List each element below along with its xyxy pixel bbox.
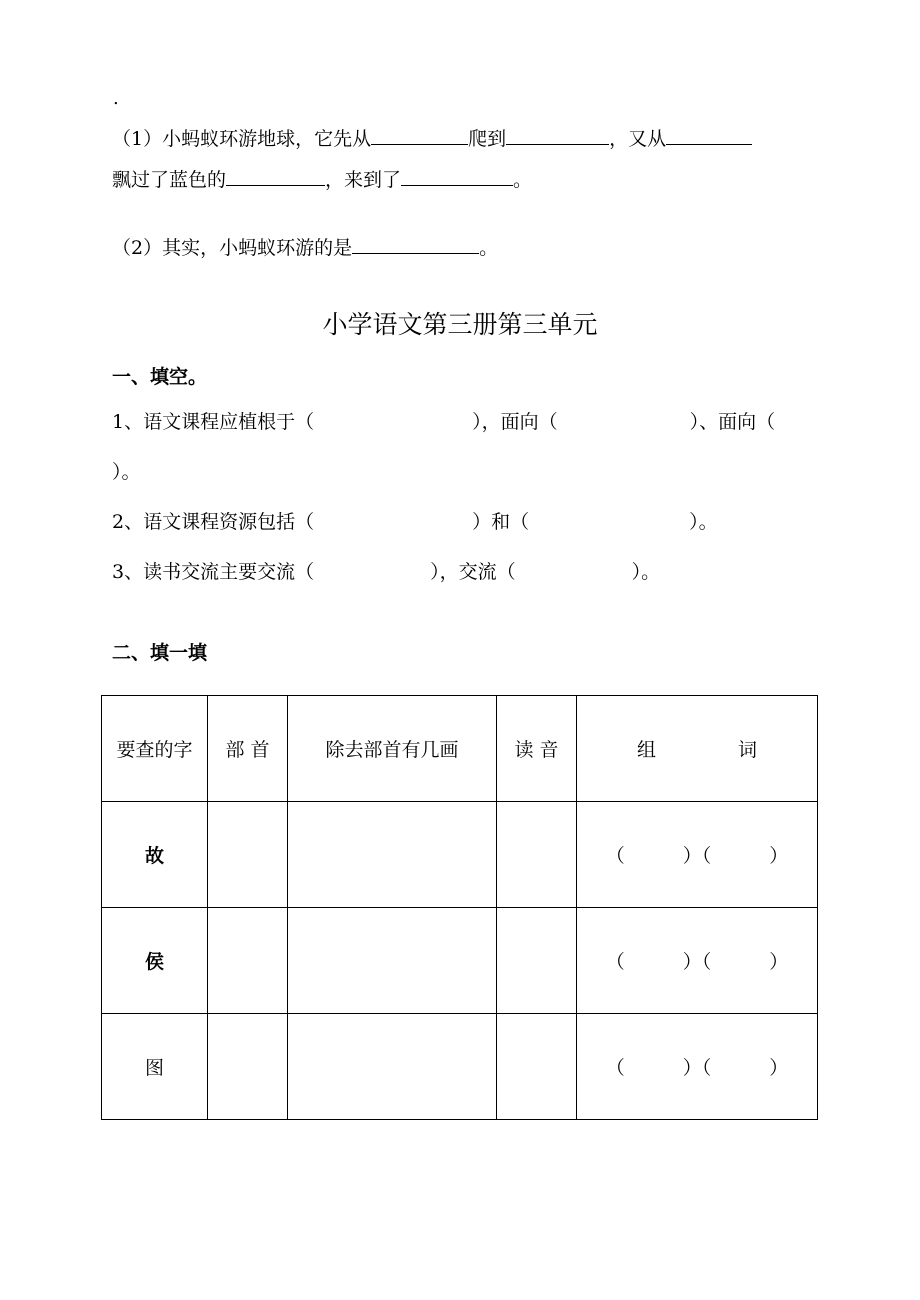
item2-b: ）和（ [472, 511, 530, 533]
table-header-row [102, 696, 818, 802]
q1-blank-1[interactable] [371, 126, 468, 145]
table-row [102, 908, 818, 1014]
header-words-1: 组 [636, 739, 656, 761]
item2-a: 2、语文课程资源包括（ [112, 511, 315, 533]
header-words [577, 696, 818, 802]
table-row [102, 1014, 818, 1120]
page-title: 小学语文第三册第三单元 [322, 310, 598, 339]
q2-text-1: （2）其实，小蚂蚁环游的是 [112, 237, 353, 259]
item1-c: ）、面向（ [689, 411, 776, 433]
strokes-cell[interactable] [288, 908, 497, 1014]
q1-blank-2[interactable] [506, 126, 609, 145]
pronunciation-cell[interactable] [497, 1014, 577, 1120]
row-char: 侯 [102, 908, 208, 1014]
words-cell[interactable]: （ ）（ ） [577, 1014, 818, 1120]
q1-blank-3[interactable] [666, 126, 752, 145]
q1-text-5: ，来到了 [325, 169, 402, 191]
radical-cell[interactable] [208, 1014, 288, 1120]
item1-b: ），面向（ [472, 411, 558, 433]
q1-text-4: 飘过了蓝色的 [112, 169, 227, 191]
radical-cell[interactable] [208, 802, 288, 908]
header-words-2: 词 [738, 739, 758, 761]
question-2 [112, 235, 498, 260]
strokes-cell[interactable] [288, 802, 497, 908]
pronunciation-cell[interactable] [497, 908, 577, 1014]
fill-item-2 [112, 510, 718, 534]
words-cell[interactable]: （ ）（ ） [577, 802, 818, 908]
fill-item-3 [112, 560, 660, 584]
item3-a: 3、读书交流主要交流（ [112, 561, 315, 583]
item3-c: ）。 [631, 561, 661, 583]
header-char: 要查的字 [102, 696, 208, 802]
strokes-cell[interactable] [288, 1014, 497, 1120]
q1-text-6: 。 [513, 169, 533, 191]
item3-b: ），交流（ [430, 561, 516, 583]
q1-blank-4[interactable] [226, 167, 325, 186]
q2-text-2: 。 [479, 237, 499, 259]
section-1-heading: 一、填空。 [112, 366, 208, 388]
fill-item-1 [112, 410, 775, 434]
table-row [102, 802, 818, 908]
item1-d: ）。 [112, 461, 141, 483]
q1-text-2: 爬到 [468, 128, 507, 150]
pronunciation-cell[interactable] [497, 802, 577, 908]
top-mark: . [113, 88, 119, 109]
q1-text-3: ，又从 [609, 128, 667, 150]
radical-cell[interactable] [208, 908, 288, 1014]
q2-blank[interactable] [352, 235, 479, 254]
q1-text-1: （1）小蚂蚁环游地球，它先从 [112, 128, 372, 150]
fill-item-1-cont [112, 460, 141, 484]
row-char: 故 [102, 802, 208, 908]
lookup-table [101, 695, 818, 1120]
question-1-line-2 [112, 167, 532, 192]
header-pronunciation: 读 音 [497, 696, 577, 802]
item1-a: 1、语文课程应植根于（ [112, 411, 315, 433]
header-radical: 部 首 [208, 696, 288, 802]
words-cell[interactable]: （ ）（ ） [577, 908, 818, 1014]
header-strokes: 除去部首有几画 [288, 696, 497, 802]
question-1-line-1 [112, 126, 752, 151]
section-2-heading: 二、填一填 [112, 642, 208, 664]
item2-c: ）。 [689, 511, 718, 533]
q1-blank-5[interactable] [401, 167, 513, 186]
row-char: 图 [102, 1014, 208, 1120]
